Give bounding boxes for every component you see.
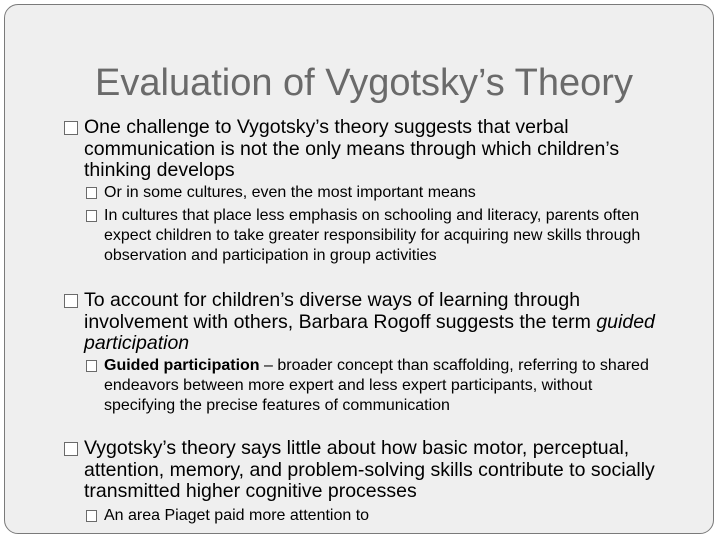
square-bullet-icon (86, 360, 97, 372)
bullet-2-term: guided participation (84, 310, 655, 354)
bullet-1-text: One challenge to Vygotsky’s theory suggests that verbal communication is not the only means through which children’s thinking develops (84, 116, 620, 181)
square-bullet-icon (64, 121, 78, 135)
bullet-3-sub-1 (86, 506, 666, 526)
bullet-1-sub-2 (86, 206, 671, 266)
bullet-2-body: To account for children’s diverse ways of learning through involvement with others, Barbara Rogoff suggests the term (84, 289, 591, 333)
bullet-1 (64, 117, 674, 182)
square-bullet-icon (86, 187, 97, 199)
bullet-1-sub-1-text: Or in some cultures, even the most important means (104, 184, 476, 201)
bullet-1-sub-2-text: In cultures that place less emphasis on schooling and literacy, parents often expect children to take greater responsibility for acquiring new skills through observation and participation in group activities (104, 207, 641, 264)
bullet-2 (64, 290, 669, 355)
bullet-2-sub-1 (86, 356, 666, 416)
bullet-1-sub-1 (86, 183, 666, 203)
bullet-2-text (84, 290, 669, 355)
bullet-3-sub-1-text: An area Piaget paid more attention to (104, 507, 370, 524)
square-bullet-icon (64, 442, 78, 456)
bullet-3-text: Vygotsky’s theory says little about how basic motor, perceptual, attention, memory, and problem-solving skills contribute to socially transmitted higher cognitive processes (84, 437, 655, 502)
square-bullet-icon (86, 510, 97, 522)
bullet-2-sub-1-term: Guided participation (104, 357, 260, 374)
square-bullet-icon (86, 210, 97, 222)
bullet-2-sub-1-text (104, 356, 666, 416)
bullet-3 (64, 438, 676, 503)
square-bullet-icon (64, 294, 78, 308)
slide-title: Evaluation of Vygotsky’s Theory (95, 62, 633, 104)
bullet-2-sub-1-body: – broader concept than scaffolding, referring to shared endeavors between more expert and less expert participants, without specifying the precise features of communication (104, 357, 649, 414)
